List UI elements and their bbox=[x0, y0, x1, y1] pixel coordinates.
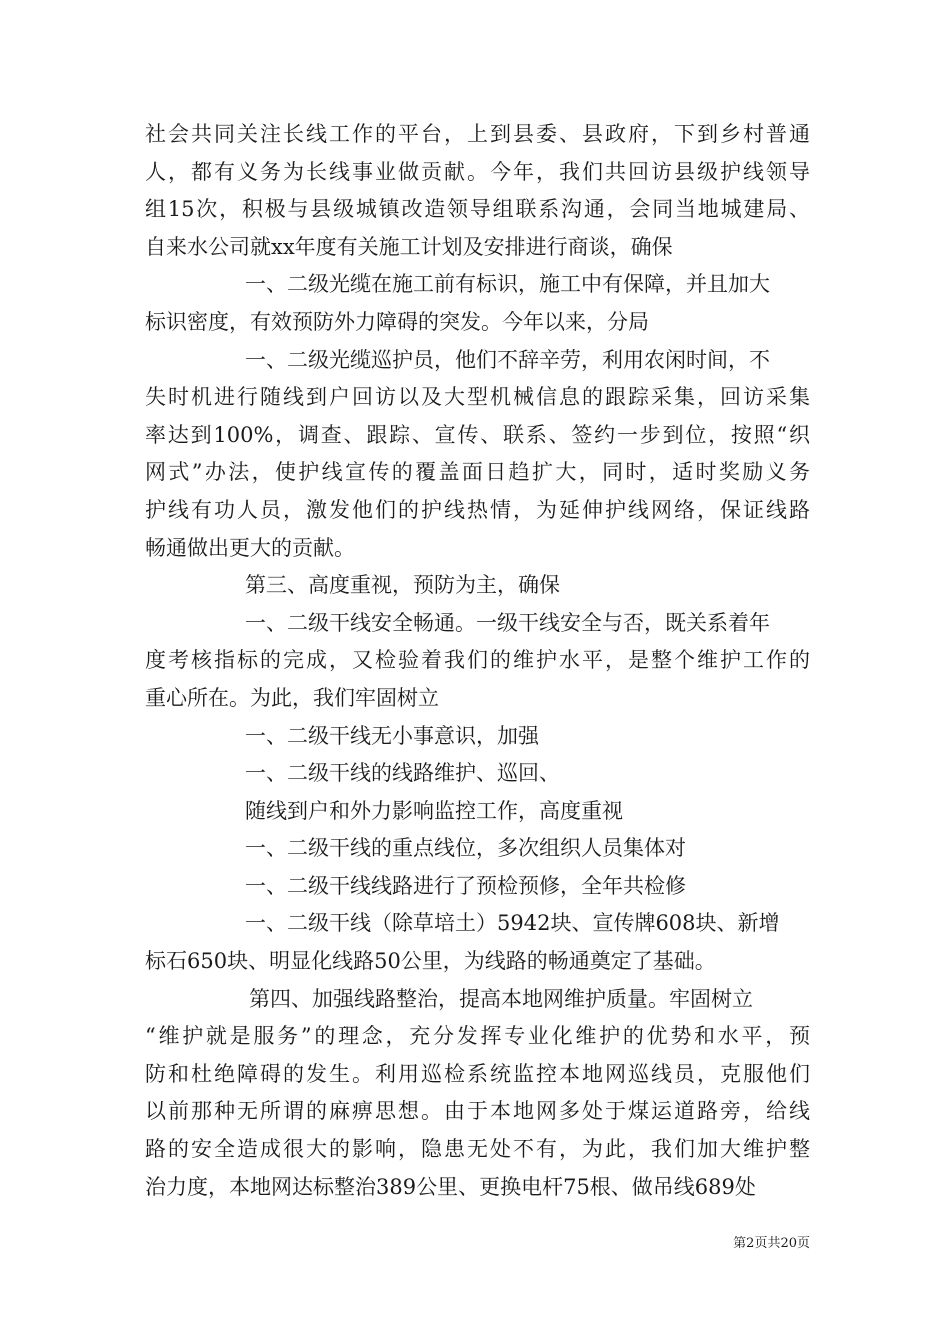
text-line: 畅通做出更大的贡献。 bbox=[145, 535, 355, 560]
text-line: 以前那种无所谓的麻痹思想。由于本地网多处于煤运道路旁，给线 bbox=[145, 1099, 810, 1124]
text-line: 率达到100%，调查、跟踪、宣传、联系、签约一步到位，按照“织 bbox=[145, 422, 810, 447]
text-line: 人，都有义务为长线事业做贡献。今年，我们共回访县级护线领导 bbox=[145, 159, 810, 184]
text-line: 治力度，本地网达标整治389公里、更换电杆75根、做吊线689处 bbox=[145, 1174, 756, 1199]
text-line: 网式”办法，使护线宣传的覆盖面日趋扩大，同时，适时奖励义务 bbox=[145, 460, 810, 485]
text-line: 防和杜绝障碍的发生。利用巡检系统监控本地网巡线员，克服他们 bbox=[145, 1061, 810, 1086]
text-line: 重心所在。为此，我们牢固树立 bbox=[145, 685, 439, 710]
text-line: 社会共同关注长线工作的平台，上到县委、县政府，下到乡村普通 bbox=[145, 122, 810, 146]
text-line: 一、二级光缆巡护员，他们不辞辛劳，利用农闲时间，不 bbox=[245, 347, 770, 372]
text-line: “维护就是服务”的理念，充分发挥专业化维护的优势和水平，预 bbox=[145, 1024, 810, 1049]
text-line: 组15次，积极与县级城镇改造领导组联系沟通，会同当地城建局、 bbox=[145, 197, 810, 222]
text-line: 护线有功人员，激发他们的护线热情，为延伸护线网络，保证线路 bbox=[145, 497, 810, 522]
text-line: 度考核指标的完成，又检验着我们的维护水平，是整个维护工作的 bbox=[145, 648, 810, 673]
page-number: 第2页共20页 bbox=[733, 1236, 810, 1251]
text-line: 一、二级干线的重点线位，多次组织人员集体对 bbox=[245, 836, 686, 861]
text-line: 一、二级干线的线路维护、巡回、 bbox=[245, 761, 560, 786]
section-heading: 第四、加强线路整治，提高本地网维护质量。牢固树立 bbox=[249, 986, 753, 1011]
text-line: 随线到户和外力影响监控工作，高度重视 bbox=[245, 798, 623, 823]
text-line: 一、二级干线线路进行了预检预修，全年共检修 bbox=[245, 873, 686, 898]
text-line: 标石650块、明显化线路50公里，为线路的畅通奠定了基础。 bbox=[145, 949, 716, 974]
text-line: 失时机进行随线到户回访以及大型机械信息的跟踪采集，回访采集 bbox=[145, 385, 810, 410]
section-heading: 第三、高度重视，预防为主，确保 bbox=[245, 573, 560, 598]
text-line: 一、二级干线无小事意识，加强 bbox=[245, 723, 539, 748]
text-line: 一、二级干线（除草培土）5942块、宣传牌608块、新增 bbox=[245, 911, 780, 936]
text-line: 一、二级干线安全畅通。一级干线安全与否，既关系着年 bbox=[245, 610, 770, 635]
text-line: 一、二级光缆在施工前有标识，施工中有保障，并且加大 bbox=[245, 272, 770, 297]
text-line: 自来水公司就xx年度有关施工计划及安排进行商谈，确保 bbox=[145, 234, 673, 259]
text-line: 路的安全造成很大的影响，隐患无处不有，为此，我们加大维护整 bbox=[145, 1137, 810, 1162]
text-line: 标识密度，有效预防外力障碍的突发。今年以来，分局 bbox=[145, 309, 649, 334]
body-text bbox=[145, 116, 810, 1206]
